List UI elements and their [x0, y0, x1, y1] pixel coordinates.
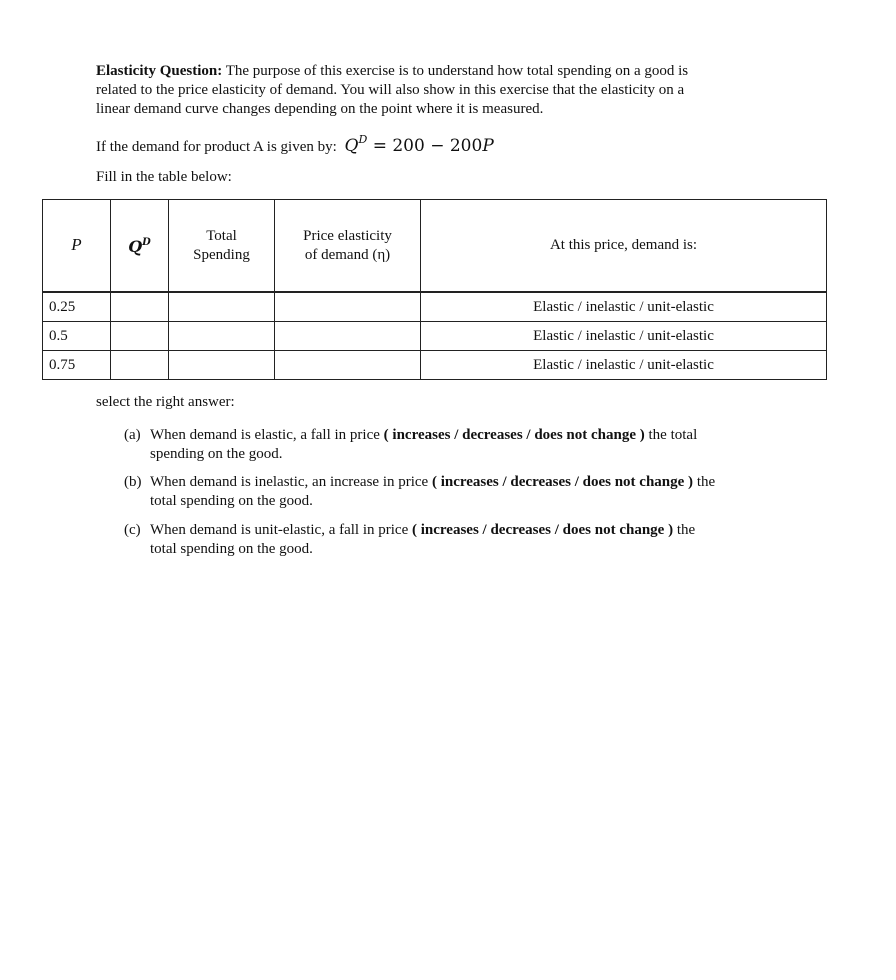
demand-prefix: If the demand for product A is given by: — [96, 139, 337, 155]
intro-heading: Elasticity Question: — [96, 63, 223, 79]
demand-state-cell[interactable]: Elastic / inelastic / unit-elastic — [421, 351, 827, 380]
question-text: When demand is unit-elastic, a fall in price — [150, 522, 412, 538]
intro-line-1: The purpose of this exercise is to understand how total spending on a good is — [222, 63, 689, 79]
header-demand-state: At this price, demand is: — [421, 200, 827, 293]
question-text: When demand is inelastic, an increase in price — [150, 474, 432, 490]
demand-state-cell[interactable]: Elastic / inelastic / unit-elastic — [421, 322, 827, 351]
header-qd: $Q^D$ — [111, 200, 169, 293]
select-instruction: select the right answer: — [96, 394, 235, 410]
question-text: When demand is elastic, a fall in price — [150, 427, 384, 443]
elasticity-table — [42, 199, 827, 380]
qd-cell[interactable] — [111, 351, 169, 380]
elasticity-cell[interactable] — [275, 322, 421, 351]
total-spending-cell[interactable] — [169, 351, 275, 380]
question-label: (a) — [124, 427, 141, 443]
demand-state-cell[interactable]: Elastic / inelastic / unit-elastic — [421, 292, 827, 322]
question-c — [124, 521, 784, 559]
question-continuation: total spending on the good. — [150, 541, 313, 557]
question-a — [124, 426, 784, 464]
table-header-row — [43, 200, 827, 293]
demand-statement — [96, 133, 494, 156]
question-b — [124, 473, 784, 511]
eq-body: = 200 − 200 — [367, 136, 483, 156]
fill-instruction: Fill in the table below: — [96, 169, 232, 185]
question-continuation: total spending on the good. — [150, 493, 313, 509]
price-cell: 0.75 — [43, 351, 111, 380]
eq-p-symbol: P — [482, 136, 494, 156]
total-spending-cell[interactable] — [169, 292, 275, 322]
answer-options[interactable]: ( increases / decreases / does not change ) — [383, 427, 645, 443]
total-spending-cell[interactable] — [169, 322, 275, 351]
price-cell: 0.25 — [43, 292, 111, 322]
question-text-end: the total — [644, 427, 698, 443]
question-text-end: the — [673, 522, 696, 538]
demand-equation — [344, 133, 494, 156]
question-label: (c) — [124, 522, 141, 538]
eq-q-symbol: Q — [344, 136, 359, 156]
question-continuation: spending on the good. — [150, 446, 283, 462]
intro-line-3: linear demand curve changes depending on the point where it is measured. — [96, 101, 544, 117]
question-text-end: the — [693, 474, 716, 490]
price-cell: 0.5 — [43, 322, 111, 351]
eq-q-super: D — [358, 133, 368, 146]
answer-options[interactable]: ( increases / decreases / does not change ) — [412, 522, 674, 538]
elasticity-cell[interactable] — [275, 351, 421, 380]
answer-options[interactable]: ( increases / decreases / does not change ) — [431, 474, 694, 490]
table-row — [43, 351, 827, 380]
header-p: P — [43, 200, 111, 293]
intro-paragraph — [96, 62, 776, 119]
qd-cell[interactable] — [111, 322, 169, 351]
header-elasticity: Price elasticity of demand (η) — [275, 200, 421, 293]
qd-cell[interactable] — [111, 292, 169, 322]
header-total-spending: Total Spending — [169, 200, 275, 293]
table-row — [43, 322, 827, 351]
intro-line-2: related to the price elasticity of demand. You will also show in this exercise that the elasticity on a — [96, 82, 685, 98]
elasticity-cell[interactable] — [275, 292, 421, 322]
question-label: (b) — [124, 474, 142, 490]
table-row — [43, 292, 827, 322]
